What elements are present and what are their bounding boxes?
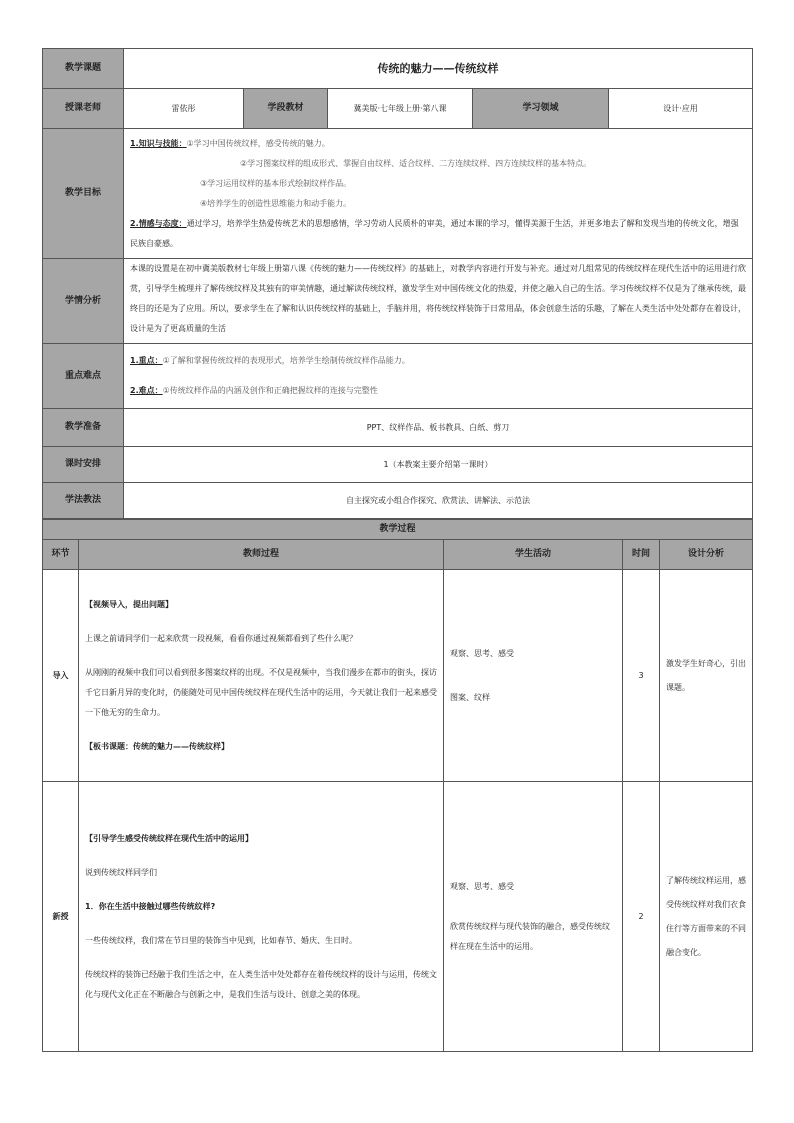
teacher-line: 一些传统纹样，我们常在节日里的装饰当中见到，比如春节、婚庆、生日时。 [85, 935, 357, 945]
header-student: 学生活动 [444, 540, 623, 570]
time-cell: 2 [623, 782, 660, 1052]
stage-cell: 导入 [43, 570, 79, 782]
knowledge-item-3: ③学习运用纹样的基本形式绘制纹样作品。 [200, 178, 352, 188]
design-cell: 了解传统纹样运用，感受传统纹样对我们衣食住行等方面带来的不同融合变化。 [660, 782, 753, 1052]
header-stage: 环节 [43, 540, 79, 570]
process-table [42, 519, 753, 1052]
keypoints-label: 重点难点 [43, 344, 124, 409]
knowledge-item-4: ④培养学生的创造性思维能力和动手能力。 [200, 198, 352, 208]
teacher-name: 雷依彤 [124, 89, 244, 129]
schedule-value: 1（本教案主要介绍第一课时） [124, 447, 753, 483]
student-cell [444, 570, 623, 782]
student-line: 观察、思考、感受 [450, 881, 514, 891]
methods-label: 学法教法 [43, 483, 124, 519]
stage-cell: 新授 [43, 782, 79, 1052]
header-design: 设计分析 [660, 540, 753, 570]
teacher-line: 从刚刚的视频中我们可以看到很多图案纹样的出现。不仅是视频中，当我们漫步在都市的街头，探访千它日新月异的变化时，仍能随处可见中国传统纹样在现代生活中的运用，今天就让我们一起来感受一下他无穷的生命力。 [85, 667, 437, 717]
teacher-line: 1．你在生活中接触过哪些传统纹样? [85, 901, 216, 911]
teacher-line: 【引导学生感受传统纹样在现代生活中的运用】 [85, 833, 253, 843]
knowledge-title: 1.知识与技能： [130, 138, 187, 148]
knowledge-item-1: ①学习中国传统纹样，感受传统的魅力。 [186, 138, 330, 148]
teacher-line: 【板书课题：传统的魅力——传统纹样】 [85, 741, 229, 751]
analysis-label: 学情分析 [43, 259, 124, 344]
course-label: 教学课题 [43, 49, 124, 89]
table-row [43, 570, 753, 782]
teacher-line: 上课之前请同学们一起来欣赏一段视频，看看你通过视频都看到了些什么呢？ [85, 633, 357, 643]
knowledge-item-2: ②学习图案纹样的组成形式、掌握自由纹样、适合纹样、二方连续纹样、四方连续纹样的基本特点。 [240, 158, 592, 168]
teacher-line: 说到传统纹样同学们 [85, 867, 157, 877]
difficulty-text: ①传统纹样作品的内涵及创作和正确把握纹样的连接与完整性 [162, 386, 378, 395]
time-cell: 3 [623, 570, 660, 782]
goals-content [124, 129, 753, 259]
emotion-text: 通过学习，培养学生热爱传统艺术的思想感情，学习劳动人民质朴的审美，通过本课的学习，懂得美源于生活，并更多地去了解和发现当地的传统文化，增强民族自豪感。 [130, 218, 739, 248]
keypoint-text: ①了解和掌握传统纹样的表现形式，培养学生绘制传统纹样作品能力。 [162, 356, 410, 365]
teacher-line: 【视频导入，提出问题】 [85, 599, 173, 609]
design-cell: 激发学生好奇心，引出课题。 [660, 570, 753, 782]
domain-value: 设计·应用 [609, 89, 753, 129]
prep-label: 教学准备 [43, 409, 124, 447]
methods-value: 自主探究或小组合作探究、欣赏法、讲解法、示范法 [124, 483, 753, 519]
student-cell [444, 782, 623, 1052]
domain-label: 学习领域 [473, 89, 609, 129]
course-title: 传统的魅力——传统纹样 [124, 49, 753, 89]
teacher-cell [79, 782, 444, 1052]
header-teacher: 教师过程 [79, 540, 444, 570]
textbook-value: 冀美版·七年级上册·第八课 [328, 89, 473, 129]
textbook-label: 学段教材 [244, 89, 328, 129]
schedule-label: 课时安排 [43, 447, 124, 483]
teacher-cell [79, 570, 444, 782]
header-time: 时间 [623, 540, 660, 570]
process-title: 教学过程 [43, 520, 753, 540]
teacher-line: 传统纹样的装饰已经融于我们生活之中，在人类生活中处处都存在着传统纹样的设计与运用，传统文化与现代文化正在不断融合与创新之中，是我们生活与设计、创意之美的体现。 [85, 969, 437, 999]
table-row [43, 782, 753, 1052]
keypoint-title: 1.重点： [130, 356, 163, 365]
info-table [42, 48, 753, 519]
difficulty-title: 2.难点： [130, 386, 163, 395]
student-line: 观察、思考、感受 [450, 648, 514, 658]
lesson-plan [42, 48, 752, 1052]
keypoints-content [124, 344, 753, 409]
student-line: 图案、纹样 [450, 692, 490, 702]
analysis-text: 本课的设置是在初中冀美版教材七年级上册第八课《传统的魅力——传统纹样》的基础上，对教学内容进行开发与补充。通过对几组常见的传统纹样在现代生活中的运用进行欣赏，引导学生梳理并了解传统纹样及其独有的审美情趣，通过解读传统纹样，激发学生对中国传统文化的热爱，并使之融入自己的生活。学习传统纹样不仅是为了继承传统，最终目的还是为了应用。所以，要求学生在了解和认识传统纹样的基础上，手脑并用，将传统纹样装饰于日常用品，体会创意生活的乐趣，了解在人类生活中处处都存在着设计，设计是为了更高质量的生活 [124, 259, 753, 344]
prep-value: PPT、纹样作品、板书教具、白纸、剪刀 [124, 409, 753, 447]
emotion-title: 2.情感与态度： [130, 218, 187, 228]
goals-label: 教学目标 [43, 129, 124, 259]
teacher-label: 授课老师 [43, 89, 124, 129]
student-line: 欣赏传统纹样与现代装饰的融合，感受传统纹样在现在生活中的运用。 [450, 921, 610, 951]
